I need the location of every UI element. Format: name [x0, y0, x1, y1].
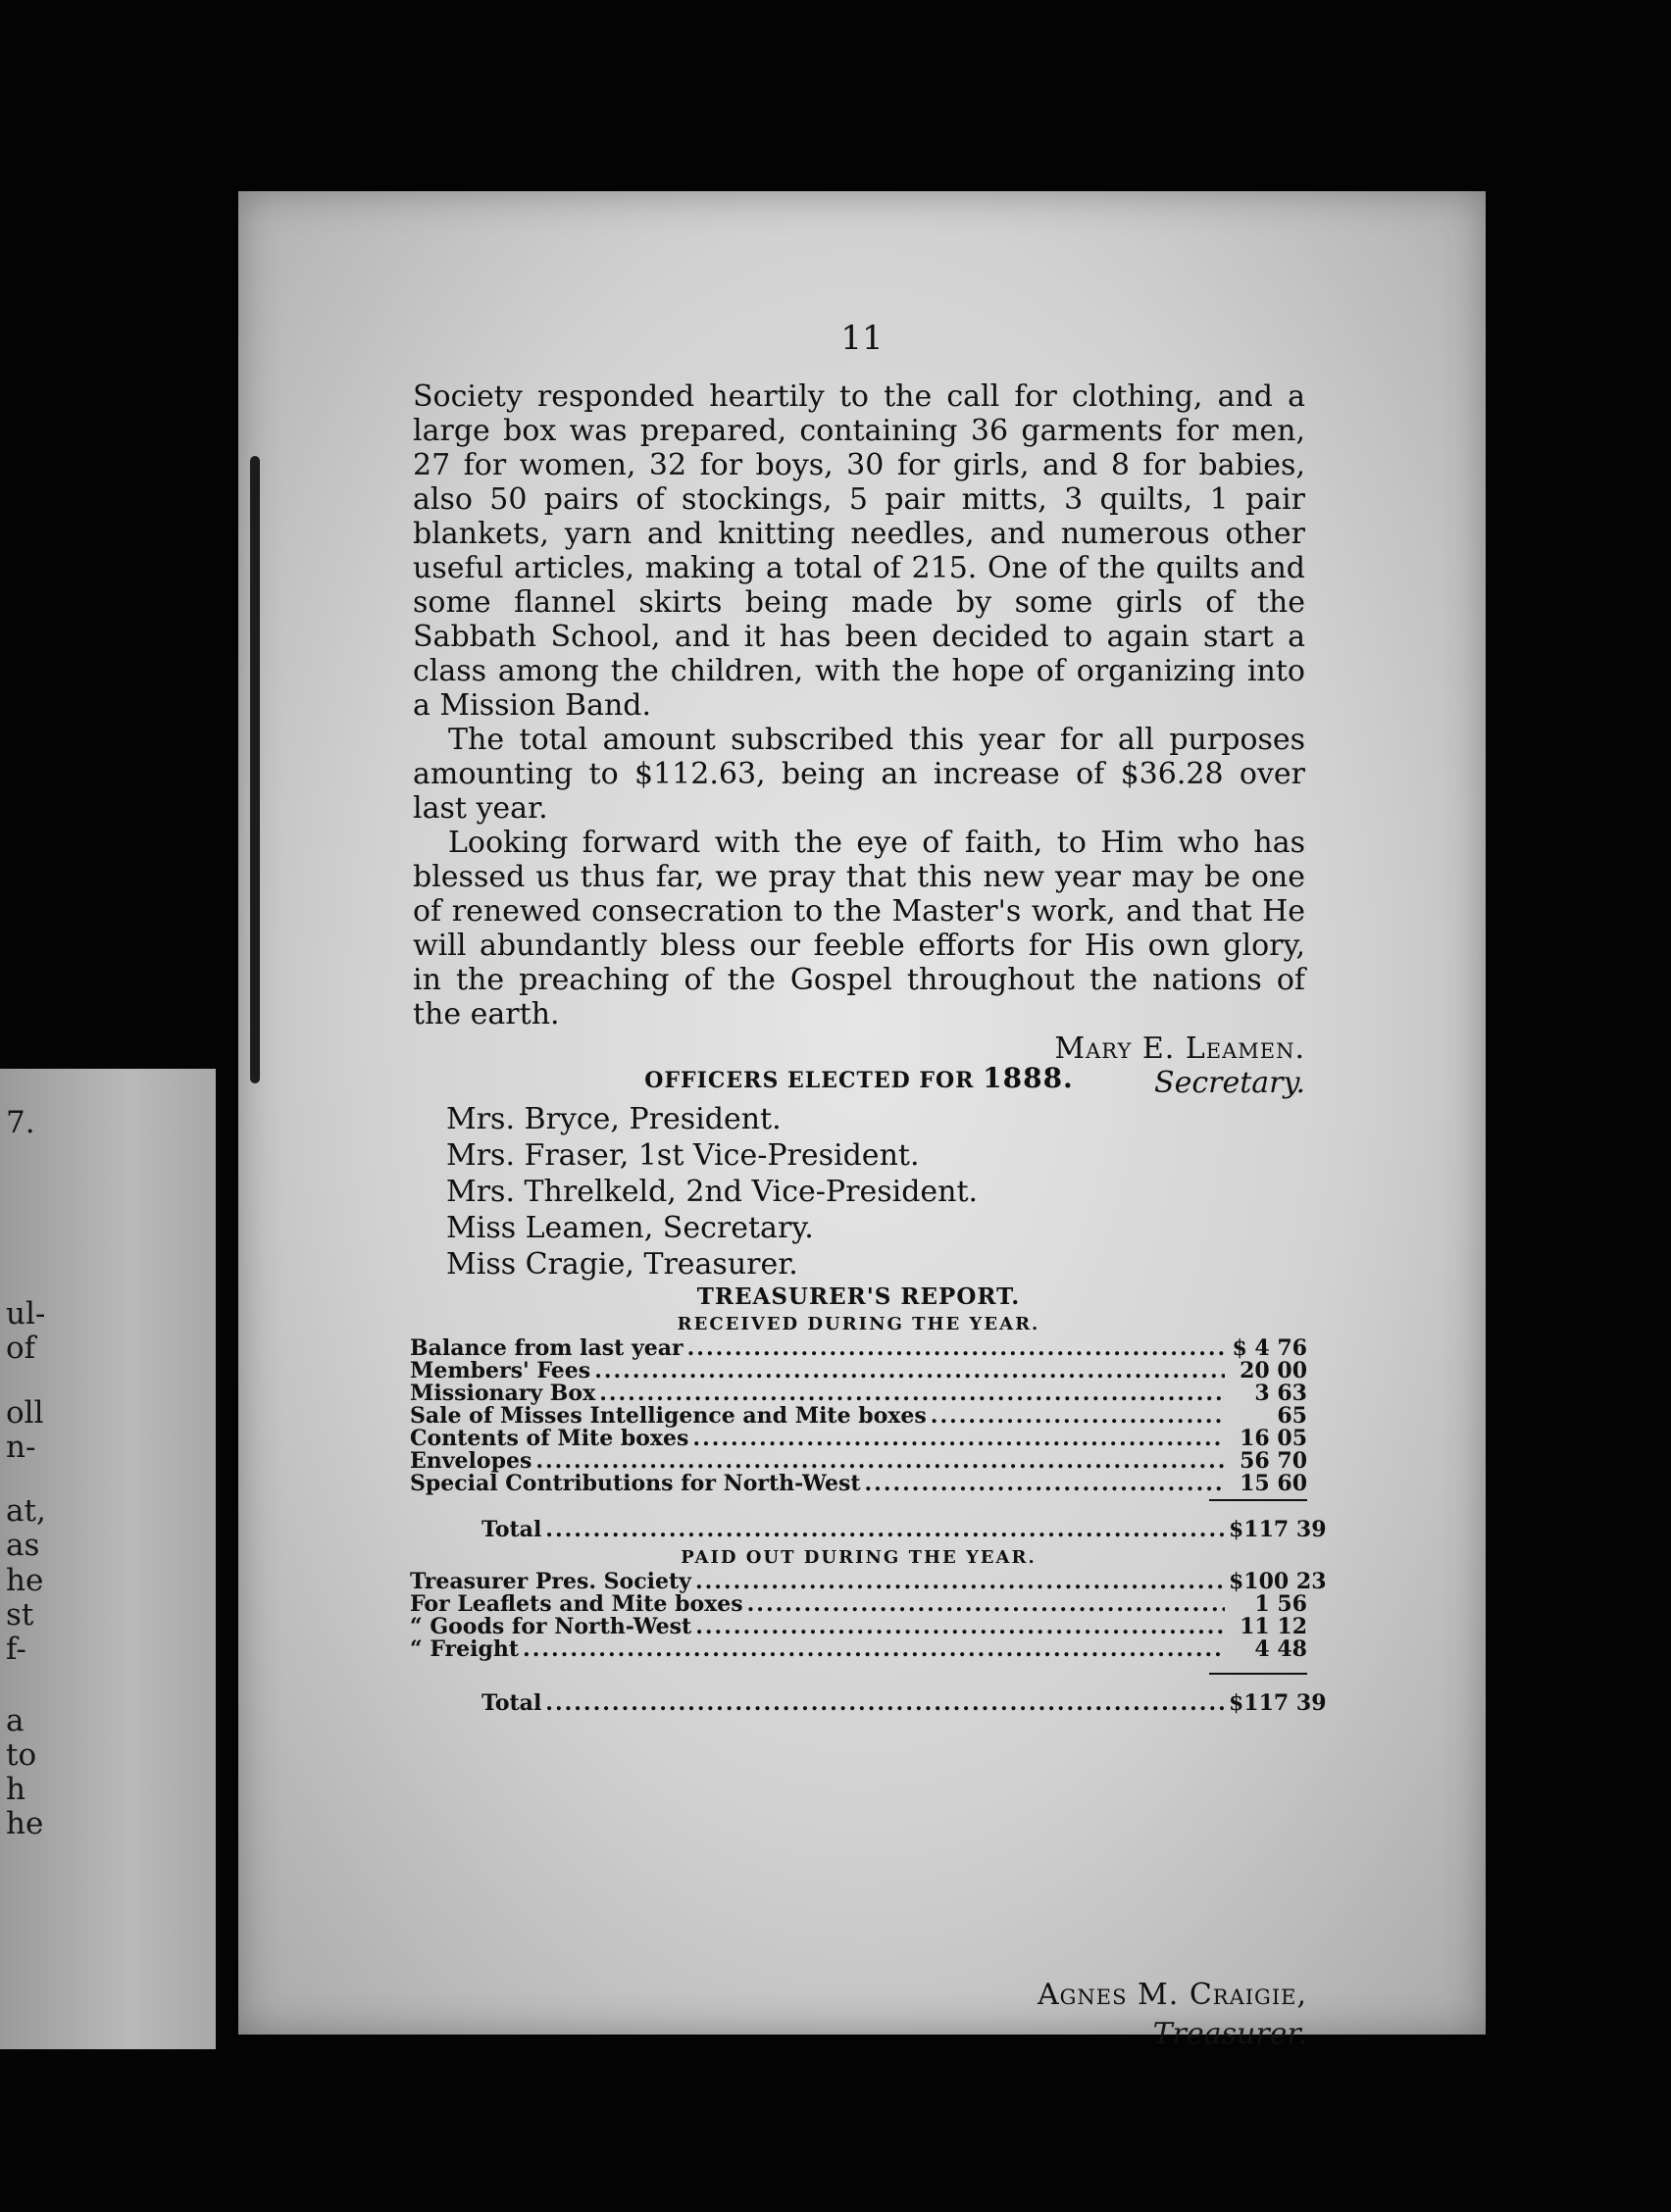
- officer-item: Miss Cragie, Treasurer.: [446, 1247, 798, 1282]
- ledger-amount: 4 48: [1254, 1636, 1307, 1662]
- ledger-label: Missionary Box: [410, 1381, 596, 1406]
- ledger-label: Total: [481, 1690, 542, 1716]
- side-fragment: 7.: [6, 1105, 35, 1140]
- dot-leader: [594, 1360, 1225, 1382]
- ledger-row: [410, 1382, 1307, 1405]
- ledger-amount: 11 12: [1240, 1614, 1307, 1639]
- side-fragment: he: [6, 1563, 44, 1598]
- ledger-amount: $117 39: [1229, 1690, 1327, 1716]
- ledger-label: Balance from last year: [410, 1335, 684, 1361]
- side-fragment: to: [6, 1737, 37, 1773]
- side-fragment: oll: [6, 1395, 44, 1431]
- ledger-amount: 3 63: [1254, 1381, 1307, 1406]
- dot-leader: [545, 1519, 1225, 1541]
- treasurer-signature: [1038, 1962, 1307, 2054]
- paragraph-closing: Looking forward with the eye of faith, to Him who has blessed us thus far, we pray that this new year may be one of renewed consecration to the Master's work, and that He will abundantly bless our feeble efforts for His own glory, in the preaching of the Gospel throughout the nations of the earth.: [413, 826, 1305, 1031]
- side-fragment: ul-: [6, 1296, 46, 1332]
- ledger-amount: $100 23: [1229, 1569, 1327, 1594]
- dot-leader: [535, 1450, 1225, 1473]
- side-fragment: st: [6, 1597, 34, 1633]
- ledger-label: “ Goods for North-West: [410, 1614, 692, 1639]
- secretary-name: Mary E. Leamen.: [1054, 1031, 1305, 1066]
- officers-year: 1888.: [983, 1062, 1074, 1094]
- side-fragment: h: [6, 1772, 25, 1807]
- side-fragment: a: [6, 1703, 25, 1738]
- officer-item: Miss Leamen, Secretary.: [446, 1211, 814, 1245]
- side-fragment: n-: [6, 1430, 36, 1465]
- officers-heading-text: OFFICERS ELECTED FOR: [644, 1068, 975, 1093]
- report-title: TREASURER'S REPORT.: [696, 1283, 1021, 1310]
- ledger-label: Special Contributions for North-West: [410, 1471, 861, 1496]
- dot-leader: [545, 1692, 1225, 1715]
- ledger-amount: $ 4 76: [1232, 1335, 1307, 1361]
- ledger-row: [410, 1473, 1307, 1495]
- dot-leader: [692, 1428, 1225, 1450]
- ledger-amount: 56 70: [1240, 1448, 1307, 1474]
- treasurer-role: Treasurer.: [1152, 2017, 1307, 2051]
- sum-rule: [1209, 1673, 1307, 1675]
- ledger-row: [410, 1616, 1307, 1638]
- treasurers-report: [410, 1282, 1327, 1716]
- paid-heading: PAID OUT DURING THE YEAR.: [681, 1547, 1037, 1568]
- paragraph-total: The total amount subscribed this year for all purposes amounting to $112.63, being an increase of $36.28 over last year.: [413, 723, 1305, 826]
- ledger-row: [410, 1337, 1307, 1360]
- ledger-row: [410, 1593, 1307, 1616]
- ledger-label: “ Freight: [410, 1636, 520, 1662]
- ledger-amount: 15 60: [1240, 1471, 1307, 1496]
- secretary-role: Secretary.: [1154, 1066, 1305, 1100]
- document-page: [238, 191, 1486, 2051]
- ledger-label: Sale of Misses Intelligence and Mite boxes: [410, 1403, 927, 1429]
- ledger-amount: $117 39: [1229, 1517, 1327, 1542]
- officers-list: [446, 1101, 978, 1282]
- officer-item: Mrs. Fraser, 1st Vice-President.: [446, 1138, 920, 1173]
- dot-leader: [695, 1616, 1225, 1638]
- dot-leader: [931, 1405, 1225, 1428]
- ledger-amount: 20 00: [1240, 1358, 1307, 1383]
- ledger-row: [410, 1428, 1307, 1450]
- ledger-row: [410, 1450, 1307, 1473]
- ledger-label: Contents of Mite boxes: [410, 1426, 689, 1451]
- officers-heading: [413, 1062, 1305, 1094]
- officer-item: Mrs. Bryce, President.: [446, 1102, 782, 1136]
- side-fragment: he: [6, 1806, 44, 1841]
- treasurer-name: Agnes M. Craigie,: [1037, 1978, 1307, 2012]
- dot-leader: [523, 1638, 1225, 1661]
- dot-leader: [747, 1593, 1225, 1616]
- ledger-amount: 65: [1277, 1403, 1307, 1429]
- dot-leader: [599, 1382, 1225, 1405]
- side-fragment: as: [6, 1528, 40, 1563]
- page-number: 11: [840, 319, 884, 358]
- side-fragment: f-: [6, 1632, 26, 1667]
- adjacent-page-edge: [0, 1069, 216, 2049]
- officer-item: Mrs. Threlkeld, 2nd Vice-President.: [446, 1175, 979, 1209]
- side-fragment: at,: [6, 1493, 46, 1529]
- ledger-row: [410, 1569, 1327, 1594]
- paragraph-clothing: Society responded heartily to the call for clothing, and a large box was prepared, containing 36 garments for men, 27 for women, 32 for boys, 30 for girls, and 8 for babies, also 50 pairs of stockings, 5 pair mitts, 3 quilts, 1 pair blankets, yarn and knitting needles, and numerous other useful articles, making a total of 215. One of the quilts and some flannel skirts being made by some girls of the Sabbath School, and it has been decided to again start a class among the children, with the hope of organizing into a Mission Band.: [413, 379, 1305, 723]
- dot-leader: [687, 1337, 1225, 1360]
- side-fragment: of: [6, 1331, 36, 1366]
- ledger-label: For Leaflets and Mite boxes: [410, 1591, 743, 1617]
- ledger-row: [410, 1638, 1307, 1661]
- dot-leader: [695, 1571, 1225, 1593]
- ledger-amount: 16 05: [1240, 1426, 1307, 1451]
- ledger-label: Members' Fees: [410, 1358, 591, 1383]
- page-tear-mark: [250, 456, 260, 1083]
- ledger-row: [410, 1405, 1307, 1428]
- received-heading: RECEIVED DURING THE YEAR.: [677, 1314, 1040, 1334]
- ledger-label: Treasurer Pres. Society: [410, 1569, 691, 1594]
- report-body: [413, 379, 1305, 1100]
- sum-rule: [1209, 1499, 1307, 1501]
- ledger-amount: 1 56: [1254, 1591, 1307, 1617]
- ledger-label: Total: [481, 1517, 542, 1542]
- dot-leader: [865, 1473, 1226, 1495]
- ledger-label: Envelopes: [410, 1448, 532, 1474]
- paid-total-row: [410, 1690, 1327, 1716]
- received-total-row: [410, 1517, 1327, 1542]
- ledger-row: [410, 1360, 1307, 1382]
